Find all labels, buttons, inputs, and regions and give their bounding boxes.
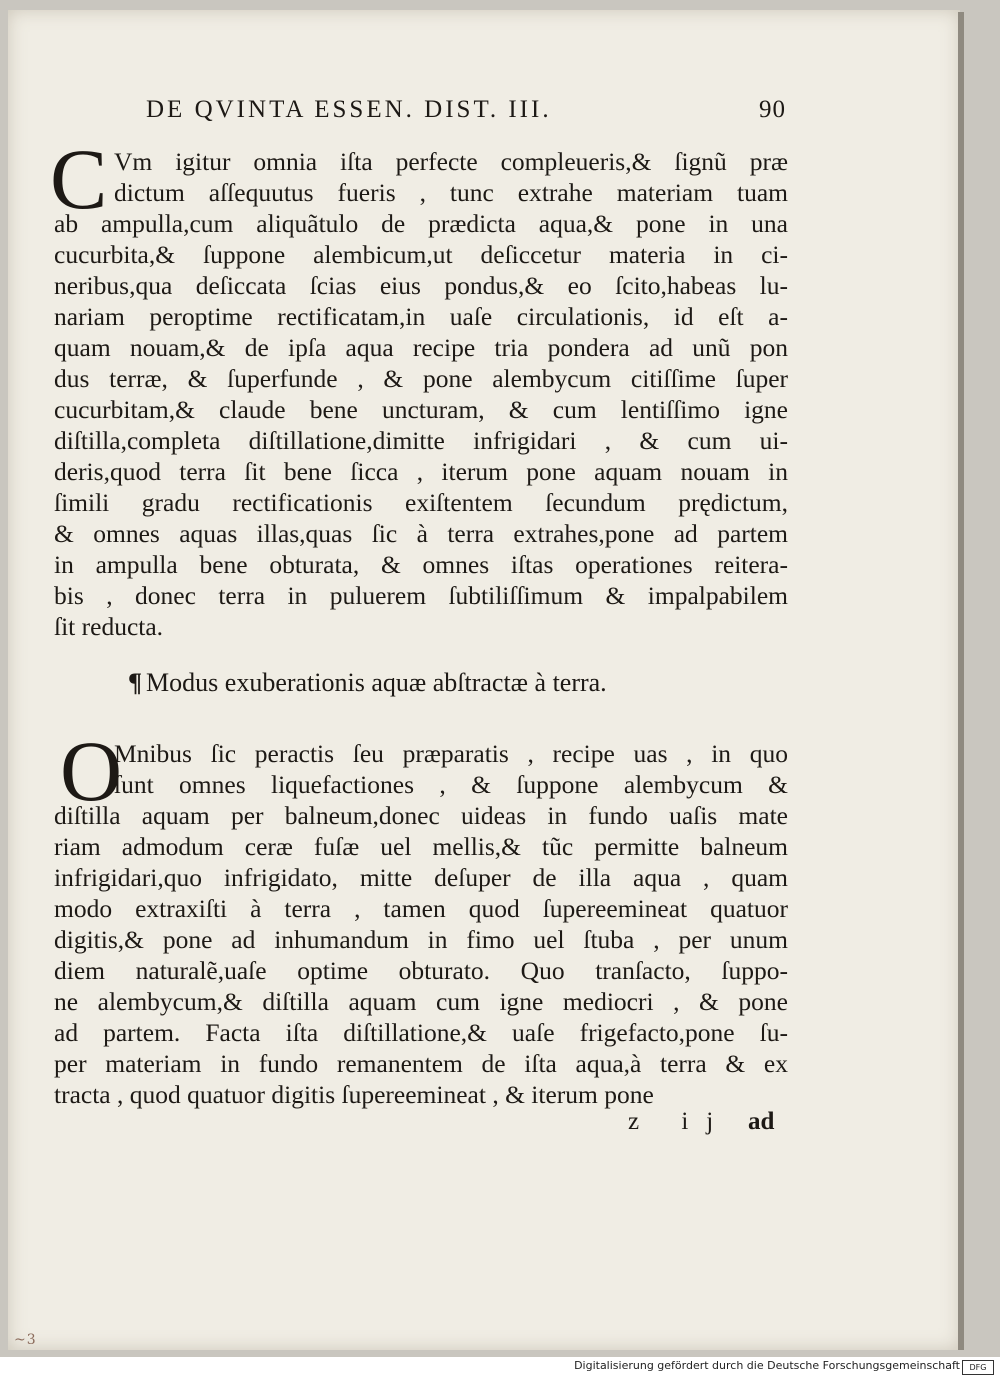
- text-line: neribus,qua deſiccata ſcias eius pondus,& eo ſcito,habeas lu-: [54, 271, 788, 300]
- text-line: cucurbita,& ſuppone alembicum,ut deſiccetur materia in ci-: [54, 240, 788, 269]
- running-title: DE QVINTA ESSEN. DIST. III.: [146, 96, 552, 123]
- text-line: ab ampulla,cum aliquãtulo de prædicta aqua,& pone in una: [54, 209, 788, 238]
- text-line: ne alembycum,& diſtilla aquam cum igne mediocri , & pone: [54, 987, 788, 1016]
- dfg-logo: DFG: [962, 1360, 994, 1375]
- text-line: dictum aſſequutus fueris , tunc extrahe materiam tuam: [114, 178, 788, 207]
- text-line: diem naturalẽ,uaſe optime obturato. Quo tranſacto, ſuppo-: [54, 956, 788, 985]
- text-line: ſit reducta.: [54, 612, 164, 641]
- text-line: bis , donec terra in puluerem ſubtiliſſimum & impalpabilem: [54, 581, 788, 610]
- drop-cap-initial: C: [50, 131, 108, 227]
- text-line: Mnibus ſic peractis ſeu præparatis , recipe uas , in quo: [114, 739, 788, 768]
- section-heading: [128, 668, 748, 698]
- text-line: digitis,& pone ad inhumandum in fimo uel ſtuba , per unum: [54, 925, 788, 954]
- text-line: quam nouam,& de ipſa aqua recipe tria pondera ad unũ pon: [54, 333, 788, 362]
- text-line: cucurbitam,& claude bene uncturam, & cum lentiſſimo igne: [54, 395, 788, 424]
- page-header: [146, 94, 786, 134]
- text-line: tracta , quod quatuor digitis ſupereemineat , & iterum pone: [54, 1080, 654, 1109]
- text-line: Vm igitur omnia iſta perfecte compleueris,& ſignũ præ: [114, 147, 788, 176]
- pilcrow-icon: ¶: [128, 668, 143, 697]
- text-line: ſunt omnes liquefactiones , & ſuppone alembycum &: [114, 770, 788, 799]
- signature-mark: z ij: [628, 1108, 732, 1135]
- digitization-credit: Digitalisierung gefördert durch die Deutsche Forschungsgemeinschaft: [574, 1359, 960, 1372]
- text-line: deris,quod terra ſit bene ſicca , iterum pone aquam nouam in: [54, 457, 788, 486]
- text-line: diſtilla aquam per balneum,donec uideas in fundo uaſis mate: [54, 801, 788, 830]
- page-number: 90: [759, 96, 786, 123]
- section-heading-text: Modus exuberationis aquæ abſtractæ à terra.: [146, 668, 607, 697]
- drop-cap-initial-2: O: [60, 723, 123, 819]
- catchword: ad: [748, 1108, 775, 1135]
- bottom-mark: ~3: [14, 1332, 37, 1348]
- paragraph-1: [54, 146, 788, 642]
- text-line: & omnes aquas illas,quas ſic à terra extrahes,pone ad partem: [54, 519, 788, 548]
- text-line: ſimili gradu rectificationis exiſtentem ſecundum prędictum,: [54, 488, 788, 517]
- text-line: diſtilla,completa diſtillatione,dimitte infrigidari , & cum ui-: [54, 426, 788, 455]
- text-line: infrigidari,quo infrigidato, mitte deſuper de illa aqua , quam: [54, 863, 788, 892]
- text-line: dus terræ, & ſuperfunde , & pone alembycum citiſſime ſuper: [54, 364, 788, 393]
- text-line: modo extraxiſti à terra , tamen quod ſupereemineat quatuor: [54, 894, 788, 923]
- text-line: nariam peroptime rectificatam,in uaſe circulationis, id eſt a-: [54, 302, 788, 331]
- footer: [0, 1357, 1000, 1377]
- page-edge: [958, 12, 964, 1350]
- text-line: per materiam in fundo remanentem de iſta aqua,à terra & ex: [54, 1049, 788, 1078]
- text-line: ad partem. Facta iſta diſtillatione,& uaſe frigefacto,pone ſu-: [54, 1018, 788, 1047]
- text-line: in ampulla bene obturata, & omnes iſtas operationes reitera-: [54, 550, 788, 579]
- text-line: riam admodum ceræ fuſæ uel mellis,& tũc permitte balneum: [54, 832, 788, 861]
- paragraph-2: [54, 738, 788, 1110]
